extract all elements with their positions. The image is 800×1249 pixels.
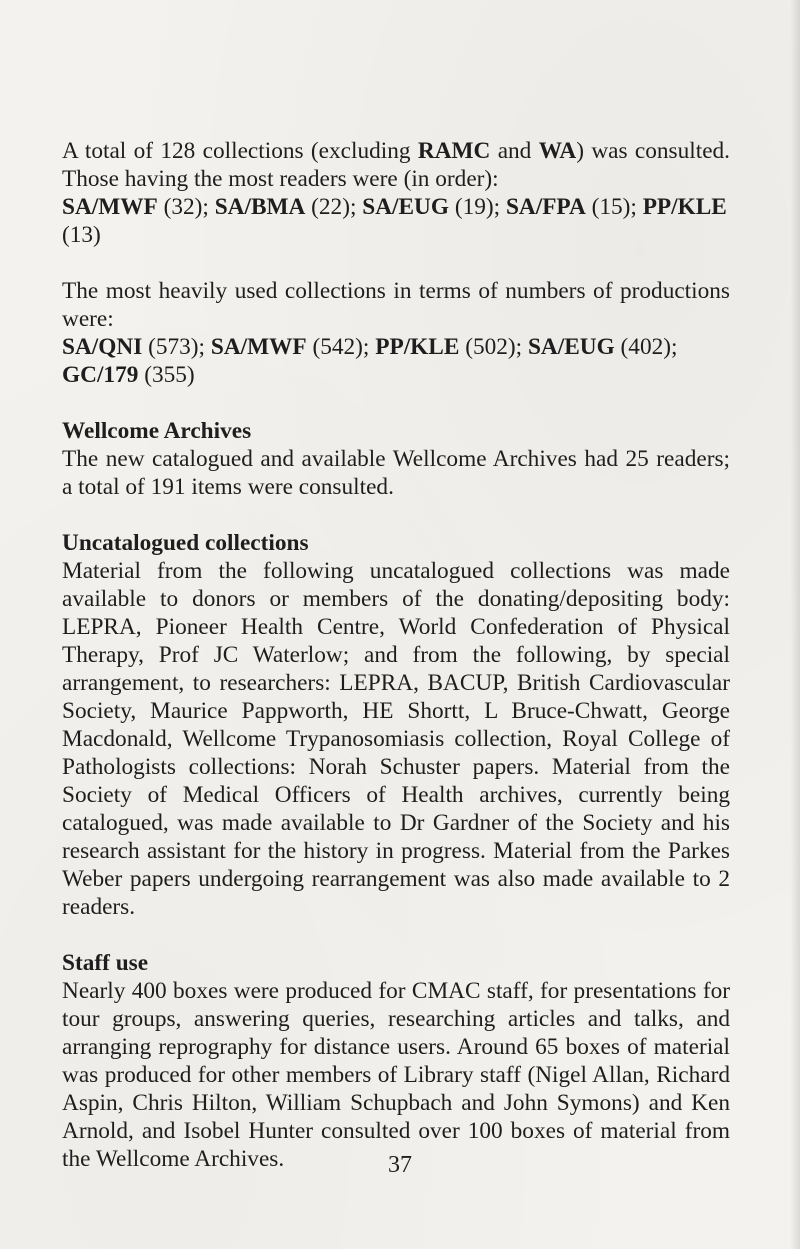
intro-text-3: ) was consulted. Those having the most readers were (in order):	[62, 138, 731, 192]
ranking-item-3-code: SA/EUG	[362, 194, 450, 220]
production-item-1-code: SA/QNI	[62, 334, 143, 360]
production-item-1-count: (573);	[142, 334, 211, 360]
paragraph-gap	[62, 921, 730, 949]
ranking-item-5-count: (13)	[62, 222, 101, 248]
collections-consulted-paragraph	[62, 137, 730, 193]
ranking-item-5-code: PP/KLE	[642, 194, 727, 220]
intro-bold-ramc: RAMC	[417, 138, 491, 164]
production-item-3-code: PP/KLE	[375, 334, 460, 360]
wellcome-archives-paragraph: The new catalogued and available Wellcome Archives had 25 readers; a total of 191 items were consulted.	[62, 446, 730, 500]
page-edge-shadow	[790, 0, 800, 1249]
intro-text-1: A total of 128 collections (excluding	[62, 138, 418, 164]
wellcome-archives-heading: Wellcome Archives	[62, 418, 252, 444]
paragraph-gap	[62, 389, 730, 417]
ranking-item-1-code: SA/MWF	[62, 194, 158, 220]
production-item-5-code: GC/179	[62, 362, 139, 388]
production-item-2-count: (542);	[306, 334, 376, 360]
ranking-item-4-count: (15);	[585, 194, 643, 220]
intro-bold-wa: WA	[538, 138, 577, 164]
ranking-item-3-count: (19);	[449, 194, 506, 220]
production-item-4-count: (402);	[614, 334, 678, 360]
production-item-4-code: SA/EUG	[527, 334, 615, 360]
production-item-2-code: SA/MWF	[210, 334, 307, 360]
ranking-item-2-code: SA/BMA	[214, 194, 306, 220]
uncatalogued-collections-heading: Uncatalogued collections	[62, 530, 309, 556]
ranking-item-2-count: (22);	[305, 194, 363, 220]
ranking-item-4-code: SA/FPA	[505, 194, 586, 220]
paragraph-gap	[62, 501, 730, 529]
productions-ranking-list	[62, 333, 730, 389]
uncatalogued-collections-paragraph: Material from the following uncatalogued collections was made available to donors or members of the donating/depositing body: LEPRA, Pioneer Health Centre, World Confederation of Physical Therapy, Prof JC Waterlow; and from the following, by special arrangement, to researchers: LEPRA, BACUP, British Cardiovascular Society, Maurice Pappworth, HE Shortt, L Bruce-Chwatt, George Macdonald, Wellcome Trypanosomiasis collection, Royal College of Pathologists collections: Norah Schuster papers. Material from the Society of Medical Officers of Health archives, currently being catalogued, was made available to Dr Gardner of the Society and his research assistant for the history in progress. Material from the Parkes Weber papers undergoing rearrangement was also made available to 2 readers.	[62, 558, 730, 920]
production-item-5-count: (355)	[138, 362, 195, 388]
staff-use-paragraph: Nearly 400 boxes were produced for CMAC staff, for presentations for tour groups, answering queries, researching articles and talks, and arranging reprography for distance users. Around 65 boxes of material was produced for other members of Library staff (Nigel Allan, Richard Aspin, Chris Hilton, William Schupbach and John Symons) and Ken Arnold, and Isobel Hunter consulted over 100 boxes of material from the Wellcome Archives.	[62, 978, 730, 1172]
intro-text-2: and	[490, 138, 539, 164]
readers-ranking-list	[62, 193, 730, 249]
productions-intro-paragraph: The most heavily used collections in terms of numbers of productions were:	[62, 278, 730, 332]
staff-use-heading: Staff use	[62, 950, 149, 976]
ranking-item-1-count: (32);	[157, 194, 215, 220]
production-item-3-count: (502);	[459, 334, 528, 360]
paragraph-gap	[62, 249, 730, 277]
page-content	[62, 137, 730, 1173]
page-number: 37	[388, 1152, 412, 1178]
